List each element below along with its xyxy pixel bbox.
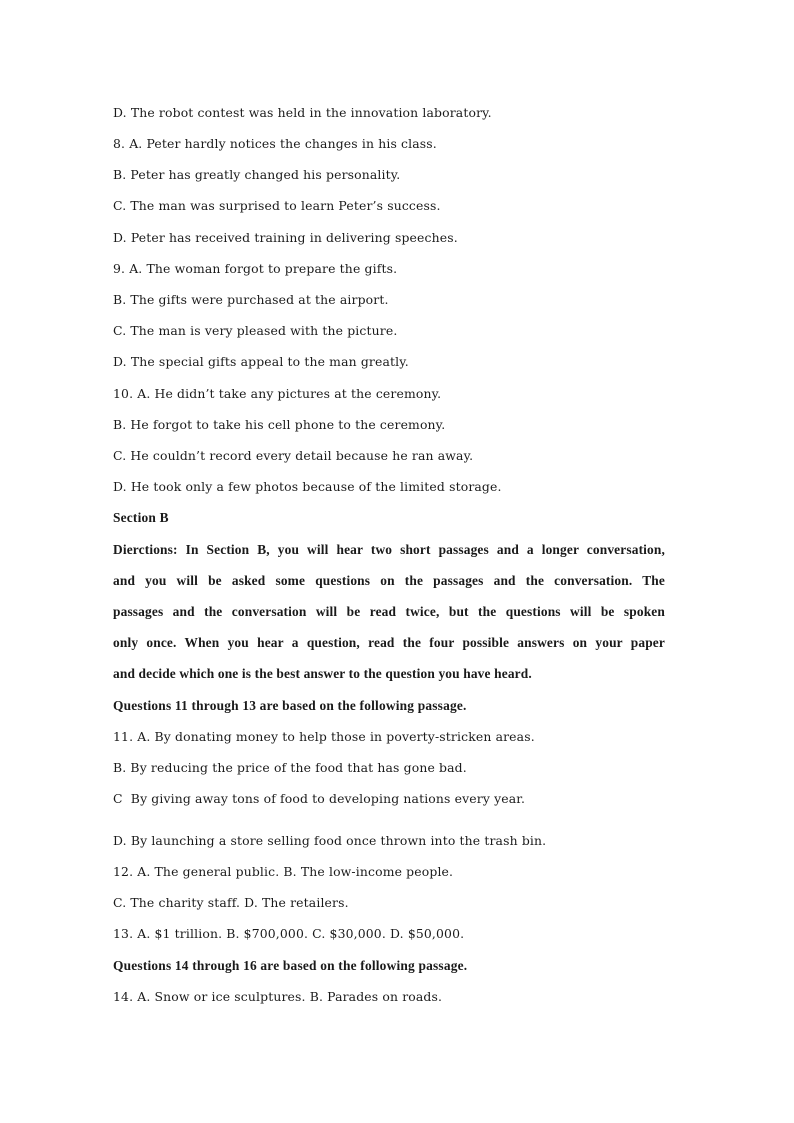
- option-10b: B. He forgot to take his cell phone to the ceremony.: [113, 417, 446, 432]
- directions-line-4: only once. When you hear a question, read the four possible answers on your paper: [113, 635, 665, 650]
- option-9d: D. The special gifts appeal to the man greatly.: [113, 354, 409, 369]
- question-8-option-a: 8. A. Peter hardly notices the changes in his class.: [113, 136, 437, 151]
- option-8c: C. The man was surprised to learn Peter’s success.: [113, 198, 441, 213]
- question-10-option-a: 10. A. He didn’t take any pictures at the ceremony.: [113, 386, 442, 401]
- option-7d: D. The robot contest was held in the innovation laboratory.: [113, 105, 492, 120]
- option-11d: D. By launching a store selling food once thrown into the trash bin.: [113, 833, 547, 848]
- question-14-options-ab: 14. A. Snow or ice sculptures. B. Parades on roads.: [113, 989, 443, 1004]
- question-13-options: 13. A. $1 trillion. B. $700,000. C. $30,000. D. $50,000.: [113, 926, 465, 941]
- option-9c: C. The man is very pleased with the picture.: [113, 323, 398, 338]
- section-heading: Section B: [113, 510, 169, 525]
- directions-line-1: Dierctions: In Section B, you will hear two short passages and a longer conversation,: [113, 542, 665, 557]
- questions-14-16-heading: Questions 14 through 16 are based on the following passage.: [113, 958, 468, 973]
- option-8b: B. Peter has greatly changed his personality.: [113, 167, 401, 182]
- option-11c: C By giving away tons of food to developing nations every year.: [113, 791, 526, 806]
- option-10c: C. He couldn’t record every detail because he ran away.: [113, 448, 474, 463]
- question-12-options-cd: C. The charity staff. D. The retailers.: [113, 895, 349, 910]
- directions-line-3: passages and the conversation will be read twice, but the questions will be spoken: [113, 604, 665, 619]
- question-12-options-ab: 12. A. The general public. B. The low-income people.: [113, 864, 454, 879]
- option-8d: D. Peter has received training in delivering speeches.: [113, 230, 458, 245]
- directions-line-2: and you will be asked some questions on the passages and the conversation. The: [113, 573, 665, 588]
- option-10d: D. He took only a few photos because of the limited storage.: [113, 479, 502, 494]
- directions-line-5: and decide which one is the best answer to the question you have heard.: [113, 666, 532, 681]
- question-9-option-a: 9. A. The woman forgot to prepare the gifts.: [113, 261, 398, 276]
- option-9b: B. The gifts were purchased at the airport.: [113, 292, 389, 307]
- questions-11-13-heading: Questions 11 through 13 are based on the following passage.: [113, 698, 467, 713]
- question-11-option-a: 11. A. By donating money to help those in poverty-stricken areas.: [113, 729, 535, 744]
- option-11b: B. By reducing the price of the food that has gone bad.: [113, 760, 467, 775]
